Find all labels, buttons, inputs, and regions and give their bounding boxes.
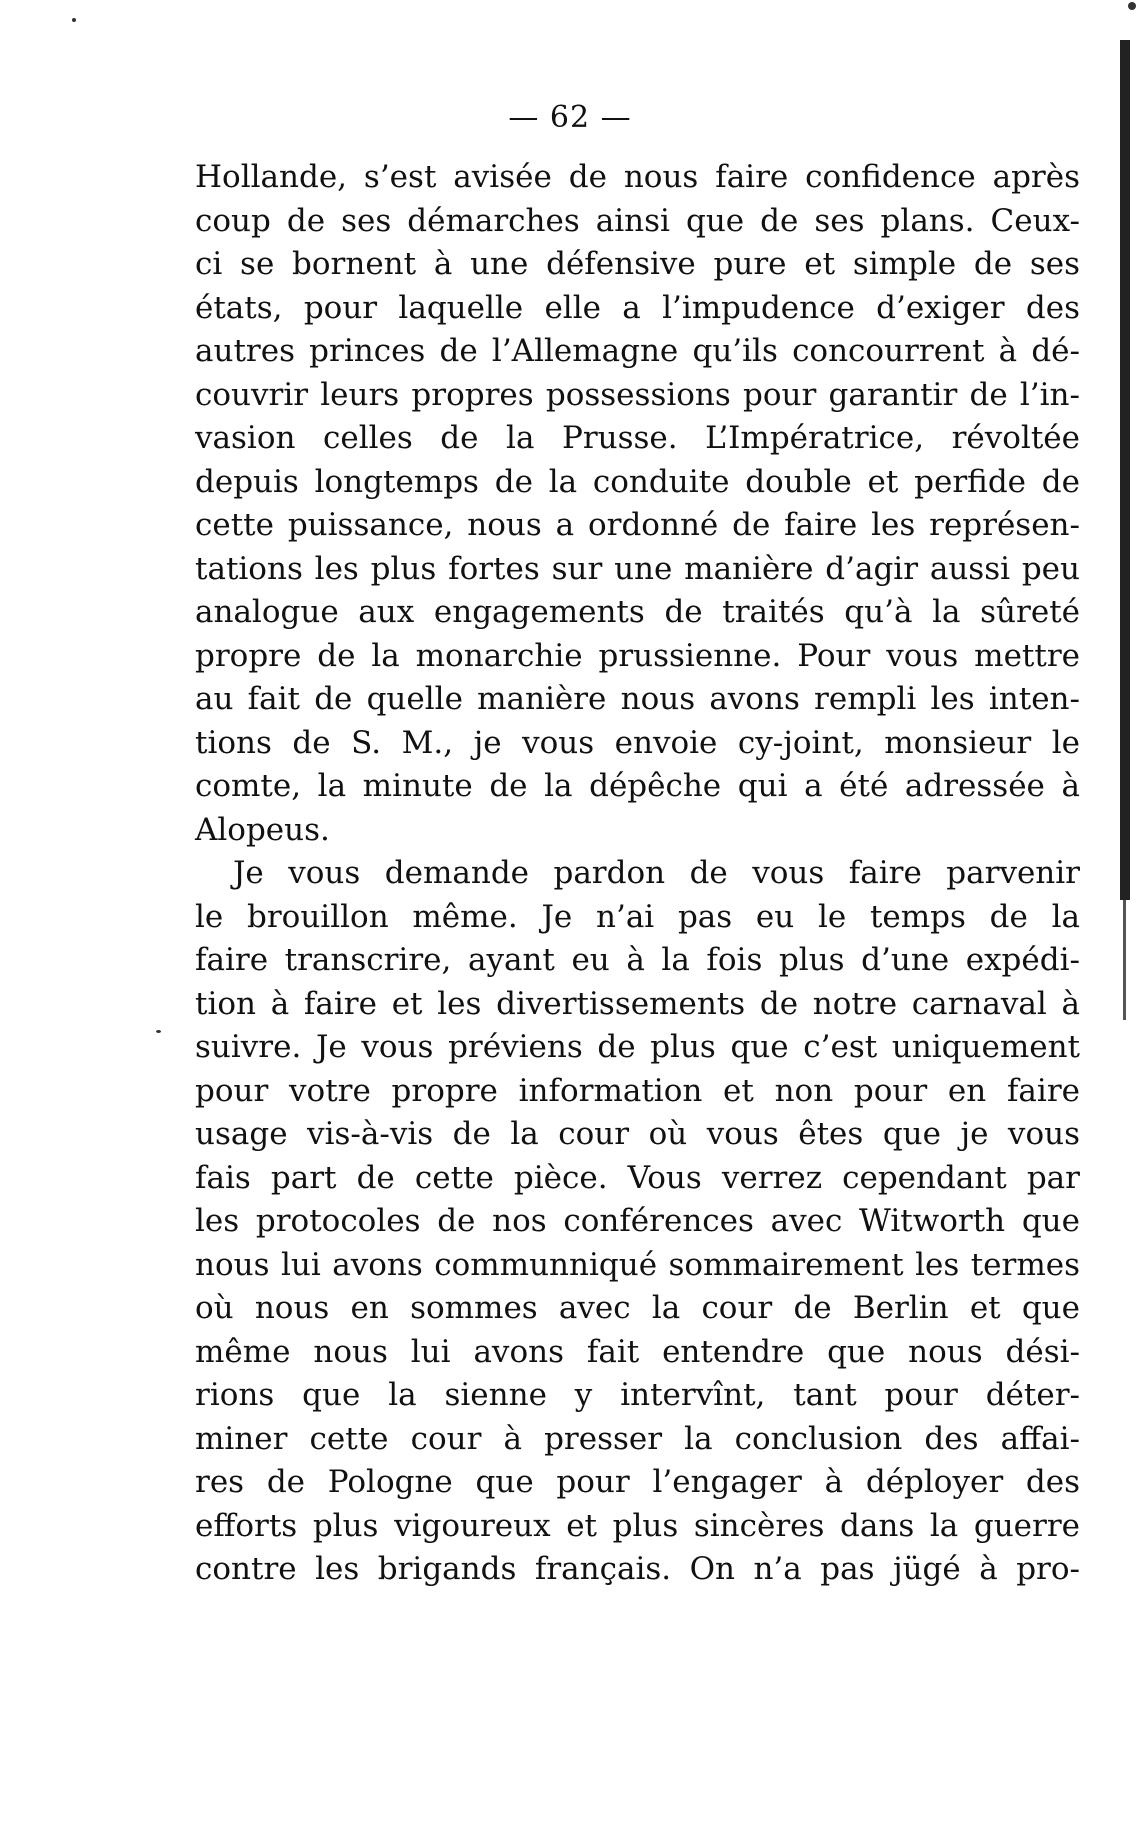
text-line: res de Pologne que pour l’engager à déployer des: [195, 1464, 1080, 1500]
text-line: Alopeus.: [195, 811, 330, 848]
text-line: efforts plus vigoureux et plus sincères dans la guerre: [195, 1507, 1080, 1544]
scan-speck: [156, 1030, 161, 1033]
text-line: propre de la monarchie prussienne. Pour vous mettre: [195, 637, 1080, 674]
scan-edge-shadow-thin: [1123, 900, 1126, 1020]
text-line: faire transcrire, ayant eu à la fois plus d’une expédi-: [195, 942, 1080, 978]
text-line: tion à faire et les divertissements de notre carnaval à: [195, 985, 1080, 1022]
text-line: le brouillon même. Je n’ai pas eu le temps de la: [195, 898, 1080, 935]
text-line: usage vis-à-vis de la cour où vous êtes que je vous: [195, 1116, 1080, 1152]
text-line: depuis longtemps de la conduite double et perfide de: [195, 463, 1080, 500]
text-line: où nous en sommes avec la cour de Berlin et que: [195, 1290, 1080, 1326]
text-line: miner cette cour à presser la conclusion des affai-: [195, 1420, 1080, 1457]
text-line: Je vous demande pardon de vous faire parvenir: [233, 855, 1080, 891]
text-line: fais part de cette pièce. Vous verrez cependant par: [195, 1159, 1080, 1196]
text-line: suivre. Je vous préviens de plus que c’est uniquement: [195, 1029, 1080, 1065]
text-line: tations les plus fortes sur une manière d’agir aussi peu: [195, 550, 1080, 587]
scan-speck: [72, 18, 76, 22]
text-line: contre les brigands français. On n’a pas jügé à pro-: [195, 1551, 1080, 1587]
text-line: cette puissance, nous a ordonné de faire les représen-: [195, 507, 1080, 543]
text-line: coup de ses démarches ainsi que de ses plans. Ceux-: [195, 202, 1080, 239]
body-text: [195, 156, 1080, 1592]
text-line: comte, la minute de la dépêche qui a été adressée à: [195, 768, 1080, 804]
text-line: nous lui avons communniqué sommairement les termes: [195, 1246, 1080, 1283]
scan-speck: [1128, 2, 1136, 10]
text-line: autres princes de l’Allemagne qu’ils concourrent à dé-: [195, 333, 1080, 369]
text-line: ci se bornent à une défensive pure et simple de ses: [195, 246, 1080, 282]
text-line: analogue aux engagements de traités qu’à la sûreté: [195, 594, 1080, 630]
text-line: états, pour laquelle elle a l’impudence d’exiger des: [195, 289, 1080, 326]
scan-edge-shadow: [1120, 40, 1130, 900]
text-line: tions de S. M., je vous envoie cy-joint, monsieur le: [195, 724, 1080, 761]
text-line: au fait de quelle manière nous avons rempli les inten-: [195, 681, 1080, 717]
page-number: — 62 —: [508, 100, 632, 135]
text-line: vasion celles de la Prusse. L’Impératrice, révoltée: [195, 420, 1080, 456]
text-line: rions que la sienne y intervînt, tant pour déter-: [195, 1377, 1080, 1413]
text-line: couvrir leurs propres possessions pour garantir de l’in-: [195, 376, 1080, 413]
text-line: Hollande, s’est avisée de nous faire confidence après: [195, 159, 1080, 195]
text-line: même nous lui avons fait entendre que nous dési-: [195, 1333, 1080, 1370]
text-line: les protocoles de nos conférences avec Witworth que: [195, 1203, 1080, 1239]
text-line: pour votre propre information et non pour en faire: [195, 1072, 1080, 1109]
